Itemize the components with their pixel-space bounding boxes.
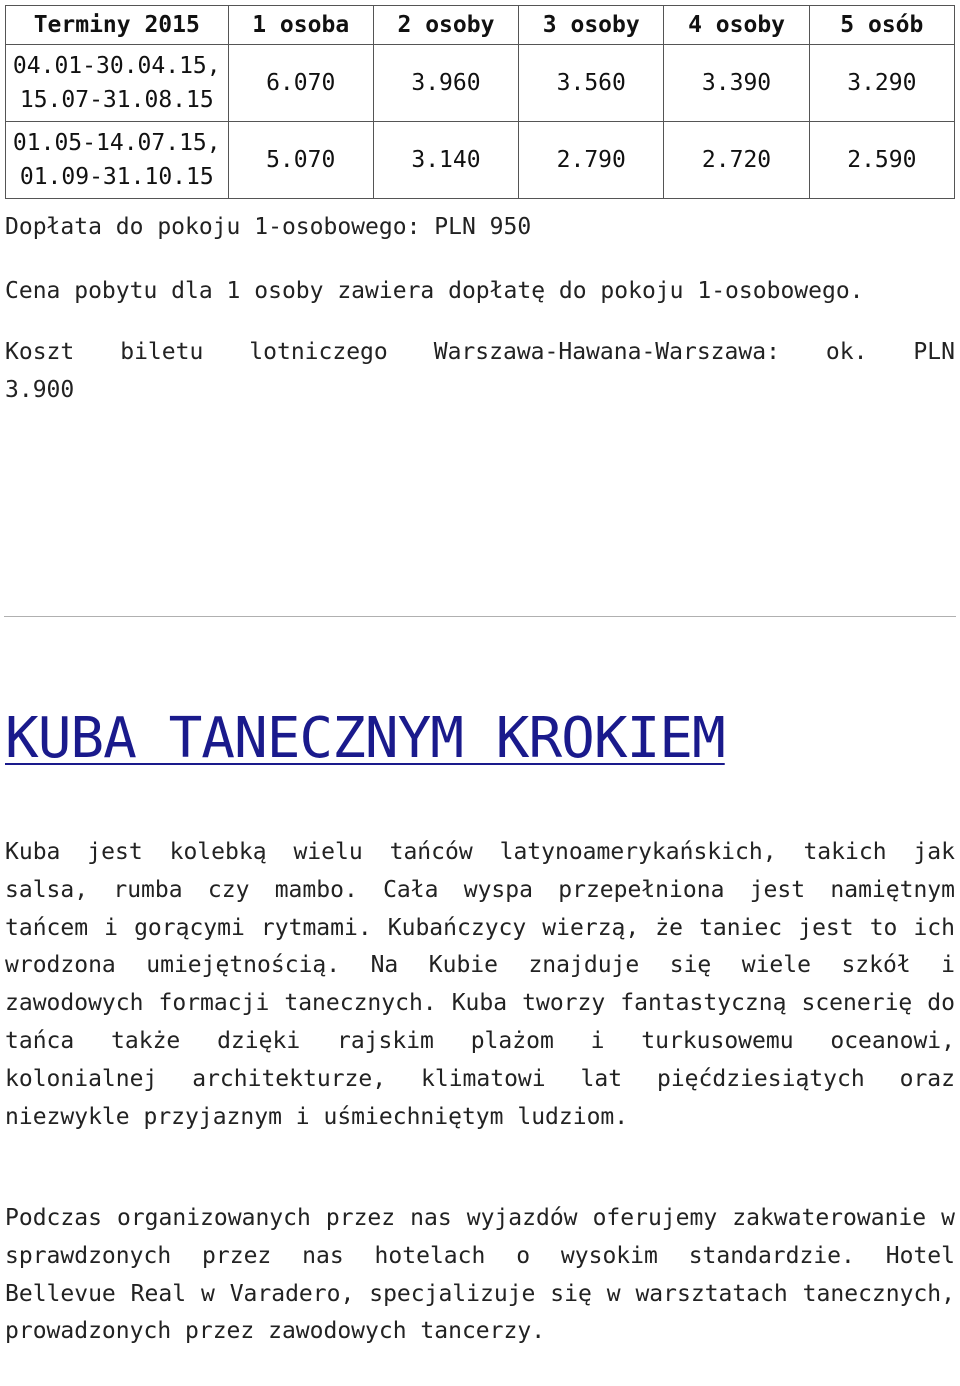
price-cell: 2.790 xyxy=(519,122,664,199)
article-paragraph-hotels: Podczas organizowanych przez nas wyjazdów oferujemy zakwaterowanie w sprawdzonych przez nas hotelach o wysokim standardzie. Hotel Bellevue Real w Varadero, specjalizuje się w warsztatach tanecznych, prowadzonych przez zawodowych tancerzy. xyxy=(5,1205,955,1345)
flight-cost-word: biletu xyxy=(120,339,204,365)
price-cell: 3.140 xyxy=(373,122,518,199)
header-terms: Terminy 2015 xyxy=(6,6,229,45)
term-line: 01.05-14.07.15, xyxy=(12,130,221,156)
price-cell: 3.960 xyxy=(373,45,518,122)
price-cell: 2.590 xyxy=(809,122,954,199)
header-5-persons: 5 osób xyxy=(809,6,954,45)
term-cell xyxy=(6,45,229,122)
price-table xyxy=(5,5,955,199)
flight-cost-word: ok. xyxy=(825,339,868,365)
flight-cost-value: 3.900 xyxy=(5,377,75,403)
price-cell: 2.720 xyxy=(664,122,809,199)
price-cell: 3.560 xyxy=(519,45,664,122)
header-2-persons: 2 osoby xyxy=(373,6,518,45)
term-line: 15.07-31.08.15 xyxy=(19,87,214,113)
header-3-persons: 3 osoby xyxy=(519,6,664,45)
term-cell xyxy=(6,122,229,199)
flight-cost-word: Koszt xyxy=(5,339,75,365)
term-line: 04.01-30.04.15, xyxy=(12,53,221,79)
flight-cost-word: Warszawa-Hawana-Warszawa: xyxy=(433,339,780,365)
article-paragraph-dance: Kuba jest kolebką wielu tańców latynoamerykańskich, takich jak salsa, rumba czy mambo. Cała wyspa przepełniona jest namiętnym tańcem i gorącymi rytmami. Kubańczycy wierzą, że taniec jest to ich wrodzona umiejętnością. Na Kubie znajduje się wiele szkół i zawodowych formacji tanecznych. Kuba tworzy fantastyczną scenerię do tańca także dzięki rajskim plażom i turkusowemu oceanowi, kolonialnej architekturze, klimatowi lat pięćdziesiątych oraz niezwykle przyjaznym i uśmiechniętym ludziom. xyxy=(5,839,955,1130)
table-row xyxy=(6,45,955,122)
header-4-persons: 4 osoby xyxy=(664,6,809,45)
price-cell: 6.070 xyxy=(228,45,373,122)
price-table-header-row xyxy=(6,6,955,45)
term-line: 01.09-31.10.15 xyxy=(19,164,214,190)
header-1-person: 1 osoba xyxy=(228,6,373,45)
price-cell: 3.390 xyxy=(664,45,809,122)
section-divider xyxy=(4,616,956,617)
flight-cost-word: PLN xyxy=(913,339,955,365)
table-row xyxy=(6,122,955,199)
flight-cost-line xyxy=(5,339,955,365)
price-note: Cena pobytu dla 1 osoby zawiera dopłatę do pokoju 1-osobowego. xyxy=(5,278,864,304)
flight-cost-word: lotniczego xyxy=(249,339,388,365)
article-title-link[interactable]: KUBA TANECZNYM KROKIEM xyxy=(5,706,725,771)
price-cell: 5.070 xyxy=(228,122,373,199)
price-cell: 3.290 xyxy=(809,45,954,122)
single-room-supplement: Dopłata do pokoju 1-osobowego: PLN 950 xyxy=(5,214,532,240)
